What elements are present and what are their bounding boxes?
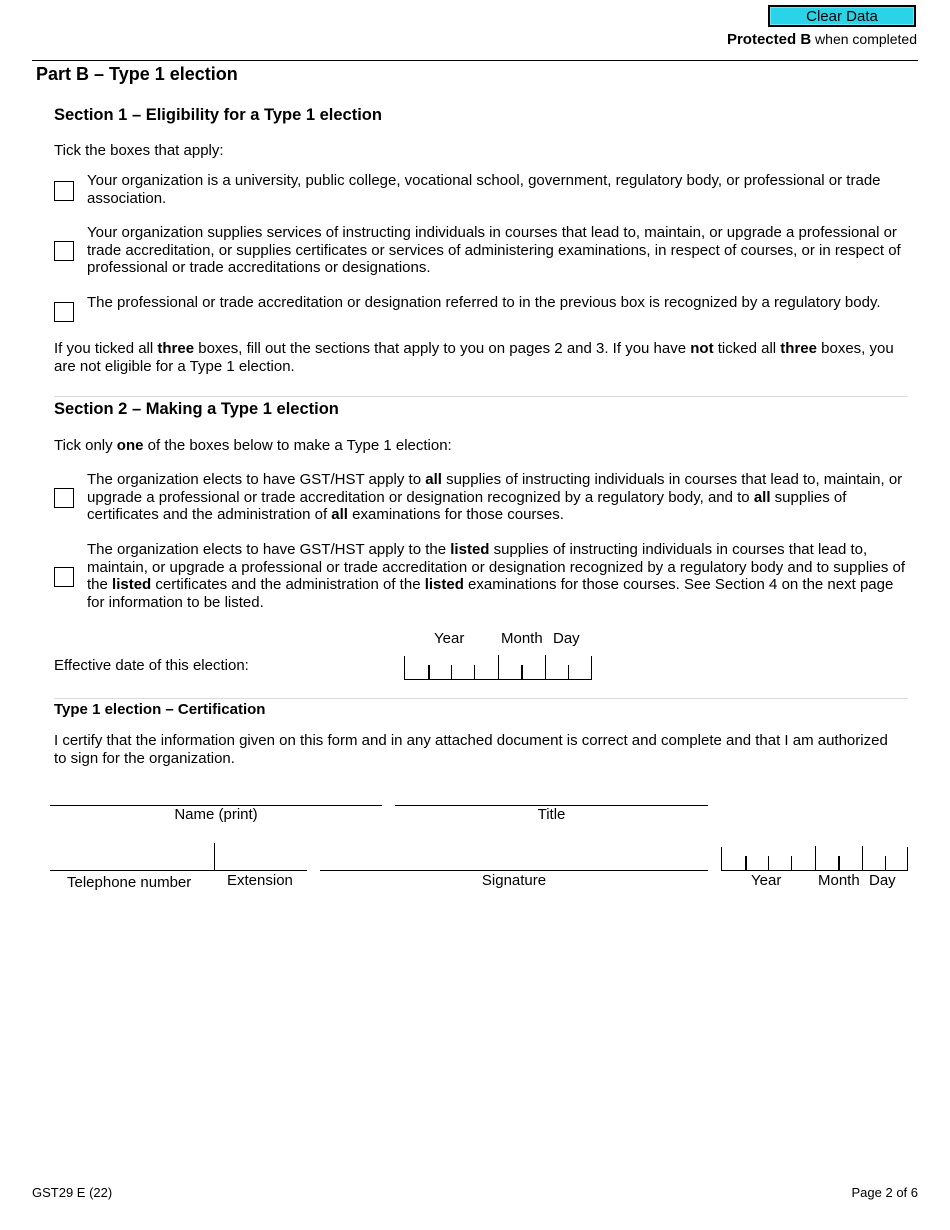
date-tick [498, 655, 499, 679]
date-tick [885, 856, 886, 870]
header-divider [32, 60, 918, 61]
eligibility-checkbox-1[interactable] [54, 181, 74, 201]
signature-date-month-label: Month [818, 872, 860, 889]
date-tick [568, 665, 569, 679]
certification-divider [54, 698, 908, 699]
telephone-label: Telephone number [67, 874, 192, 891]
eligibility-item-3: The professional or trade accreditation or designation referred to in the previous box is recognized by a regulatory body. [87, 294, 881, 311]
extension-label: Extension [227, 872, 293, 889]
signature-date-input[interactable] [721, 847, 908, 871]
part-title: Part B – Type 1 election [36, 64, 238, 84]
title-label: Title [537, 806, 566, 823]
form-code: GST29 E (22) [32, 1185, 113, 1200]
section-divider [54, 396, 908, 397]
date-tick [815, 846, 816, 870]
page-number: Page 2 of 6 [851, 1185, 918, 1200]
election-all-checkbox[interactable] [54, 488, 74, 508]
section1-title: Section 1 – Eligibility for a Type 1 election [54, 106, 382, 124]
signature-date-year-label: Year [751, 872, 782, 889]
effective-date-month-label: Month [501, 630, 543, 647]
eligibility-checkbox-2[interactable] [54, 241, 74, 261]
date-tick [451, 665, 452, 679]
effective-date-day-label: Day [553, 630, 580, 647]
date-tick [862, 846, 863, 870]
section2-instruction: Tick only one of the boxes below to make a Type 1 election: [54, 437, 452, 454]
protected-rest: when completed [811, 31, 917, 47]
eligibility-note: If you ticked all three boxes, fill out the sections that apply to you on pages 2 and 3. If you have not ticked all three boxes, you are not eligible for a Type 1 election. [54, 340, 894, 375]
protected-bold: Protected B [726, 31, 812, 48]
protected-status [727, 31, 917, 48]
name-label: Name (print) [174, 806, 258, 823]
date-tick [838, 856, 840, 870]
date-tick [791, 856, 792, 870]
certification-text: I certify that the information given on this form and in any attached document is correct and complete and that I am authorized to sign for the organization. [54, 732, 888, 767]
telephone-field[interactable] [50, 870, 214, 871]
signature-label: Signature [481, 872, 547, 889]
extension-field[interactable] [214, 870, 307, 871]
election-all-text: The organization elects to have GST/HST apply to all supplies of instructing individuals in courses that lead to, maintain, or upgrade a professional or trade accreditation or designation recognized by a regulatory body, and to all supplies of certificates and the administration of all examinations for those courses. [87, 471, 903, 523]
election-listed-text: The organization elects to have GST/HST apply to the listed supplies of instructing individuals in courses that lead to, maintain, or upgrade a professional or trade accreditation or designation recognized by a regulatory body and to supplies of the listed certificates and the administration of the listed examinations for those courses. See Section 4 on the next page for information to be listed. [87, 541, 906, 611]
date-tick [521, 665, 523, 679]
eligibility-item-2: Your organization supplies services of instructing individuals in courses that lead to, maintain, or upgrade a professional or trade accreditation, or supplies certificates or services of administering examinations, in respect of courses, or in respect of professional or trade accreditations or designations. [87, 224, 901, 276]
section1-instruction: Tick the boxes that apply: [54, 142, 224, 159]
election-listed-checkbox[interactable] [54, 567, 74, 587]
eligibility-checkbox-3[interactable] [54, 302, 74, 322]
telephone-divider [214, 843, 215, 871]
date-tick [474, 665, 475, 679]
signature-field[interactable] [320, 870, 708, 871]
effective-date-input[interactable] [404, 656, 592, 680]
date-tick [545, 655, 546, 679]
signature-date-day-label: Day [869, 872, 896, 889]
clear-data-button[interactable]: Clear Data [768, 5, 916, 27]
date-tick [745, 856, 747, 870]
eligibility-item-1: Your organization is a university, public college, vocational school, government, regulatory body, or professional or trade association. [87, 172, 881, 207]
effective-date-year-label: Year [434, 630, 465, 647]
certification-title: Type 1 election – Certification [54, 701, 266, 718]
date-tick [428, 665, 430, 679]
date-tick [768, 856, 769, 870]
section2-title: Section 2 – Making a Type 1 election [54, 400, 339, 418]
effective-date-label: Effective date of this election: [54, 657, 249, 674]
